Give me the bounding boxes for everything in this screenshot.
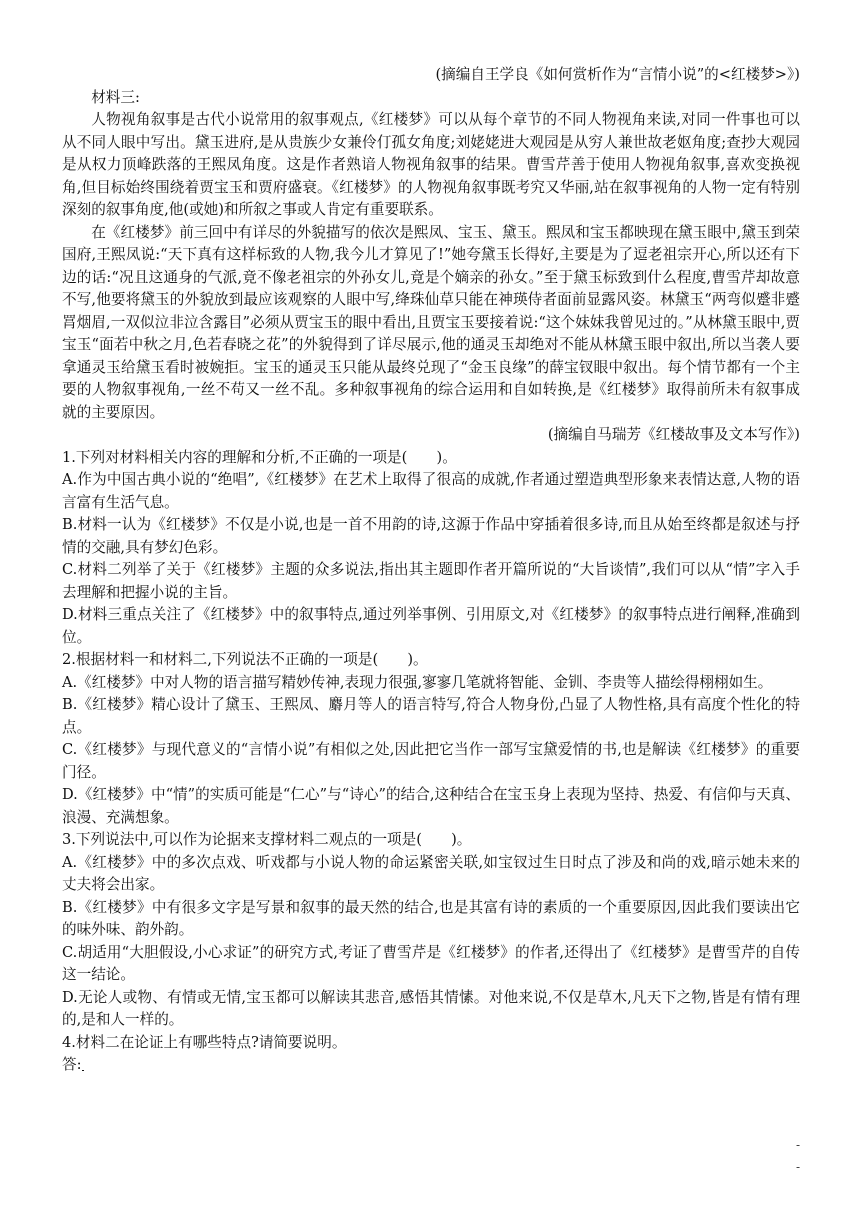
option-a: A.《红楼梦》中对人物的语言描写精妙传神,表现力很强,寥寥几笔就将智能、金钏、李贵等人描绘得栩栩如生。 [62,673,773,691]
material3-paragraph-2: 在《红楼梦》前三回中有详尽的外貌描写的依次是熙凤、宝玉、黛玉。熙凤和宝玉都映现在黛玉眼中,黛玉到荣国府,王熙凤说:“天下真有这样标致的人物,我今儿才算见了!”她夸黛玉长得好,主要是为了逗老祖宗开心,所以还有下边的话:“况且这通身的气派,竟不像老祖宗的外孙女儿,竟是个嫡亲的孙女。”至于黛玉标致到什么程度,曹雪芹却故意不写,他要将黛玉的外貌放到最应该观察的人眼中写,绛珠仙草只能在神瑛侍者面前显露风姿。林黛玉“两弯似蹙非蹙罥烟眉,一双似泣非泣含露目”必须从贾宝玉的眼中看出,且贾宝玉要接着说:“这个妹妹我曾见过的。”从林黛玉眼中,贾宝玉“面若中秋之月,色若春晓之花”的外貌得到了详尽展示,他的通灵玉却绝对不能从林黛玉眼中叙出,所以当袭人要拿通灵玉给黛玉看时被婉拒。宝玉的通灵玉只能从最终兑现了“金玉良缘”的薛宝钗眼中叙出。每个情节都有一个主要的人物叙事视角,一丝不苟又一丝不乱。多种叙事视角的综合运用和自如转换,是《红楼梦》取得前所未有叙事成就的主要原因。 [62,223,800,421]
source-citation-1: (摘编自王学良《如何赏析作为“言情小说”的<红楼梦>》) [435,66,800,83]
question-3 [62,829,800,1032]
margin-mark: - [795,1160,800,1174]
question-stem: 3.下列说法中,可以作为论据来支撑材料二观点的一项是( )。 [62,831,472,848]
answer-line [62,1054,800,1077]
question-stem: 4.材料二在论证上有哪些特点?请简要说明。 [62,1033,347,1051]
option-b: B.材料一认为《红楼梦》不仅是小说,也是一首不用韵的诗,这源于作品中穿插着很多诗,而且从始至终都是叙述与抒情的交融,具有梦幻色彩。 [62,516,800,556]
question-4 [62,1032,800,1077]
option-a: A.作为中国古典小说的“绝唱”,《红楼梦》在艺术上取得了很高的成就,作者通过塑造典型形象来表情达意,人物的语言富有生活气息。 [62,471,800,511]
answer-blank[interactable] [82,1056,84,1071]
question-1 [62,447,800,650]
material3-heading: 材料三: [91,88,140,106]
option-b: B.《红楼梦》精心设计了黛玉、王熙凤、麝月等人的语言特写,符合人物身份,凸显了人物性格,具有高度个性化的特点。 [62,696,800,736]
option-d: D.《红楼梦》中“情”的实质可能是“仁心”与“诗心”的结合,这种结合在宝玉身上表现为坚持、热爱、有信仰与天真、浪漫、充满想象。 [62,786,800,826]
question-stem: 1.下列对材料相关内容的理解和分析,不正确的一项是( )。 [62,448,457,466]
option-c: C.材料二列举了关于《红楼梦》主题的众多说法,指出其主题即作者开篇所说的“大旨谈情”,我们可以从“情”字入手去理解和把握小说的主旨。 [62,561,800,601]
question-stem: 2.根据材料一和材料二,下列说法不正确的一项是( )。 [62,651,428,668]
option-b: B.《红楼梦》中有很多文字是写景和叙事的最天然的结合,也是其富有诗的素质的一个重要原因,因此我们要读出它的味外味、韵外韵。 [62,898,800,938]
margin-mark: - [795,1138,800,1152]
answer-label: 答: [62,1056,82,1073]
option-d: D.无论人或物、有情或无情,宝玉都可以解读其悲音,感悟其情愫。对他来说,不仅是草木,凡天下之物,皆是有情有理的,是和人一样的。 [62,988,800,1028]
option-a: A.《红楼梦》中的多次点戏、听戏都与小说人物的命运紧密关联,如宝钗过生日时点了涉及和尚的戏,暗示她未来的丈夫将会出家。 [62,853,800,893]
option-d: D.材料三重点关注了《红楼梦》中的叙事特点,通过列举事例、引用原文,对《红楼梦》的叙事特点进行阐释,准确到位。 [62,606,800,646]
document-page [62,64,800,1077]
option-c: C.《红楼梦》与现代意义的“言情小说”有相似之处,因此把它当作一部写宝黛爱情的书,也是解读《红楼梦》的重要门径。 [62,741,800,781]
option-c: C.胡适用“大胆假设,小心求证”的研究方式,考证了曹雪芹是《红楼梦》的作者,还得出了《红楼梦》是曹雪芹的自传这一结论。 [62,943,800,983]
source-citation-2: (摘编自马瑞芳《红楼故事及文本写作》) [547,426,800,443]
material3-paragraph-1: 人物视角叙事是古代小说常用的叙事观点,《红楼梦》可以从每个章节的不同人物视角来读,对同一件事也可以从不同人眼中写出。黛玉进府,是从贵族少女兼伶仃孤女角度;刘姥姥进大观园是从穷人兼世故老妪角度;查抄大观园是从权力顶峰跌落的王熙凤角度。这是作者熟谙人物视角叙事的结果。曹雪芹善于使用人物视角叙事,喜欢变换视角,但目标始终围绕着贾宝玉和贾府盛衰。《红楼梦》的人物视角叙事既考究又华丽,站在叙事视角的人物一定有特别深刻的叙事角度,他(或她)和所叙之事或人肯定有重要联系。 [62,111,800,218]
question-2 [62,649,800,829]
